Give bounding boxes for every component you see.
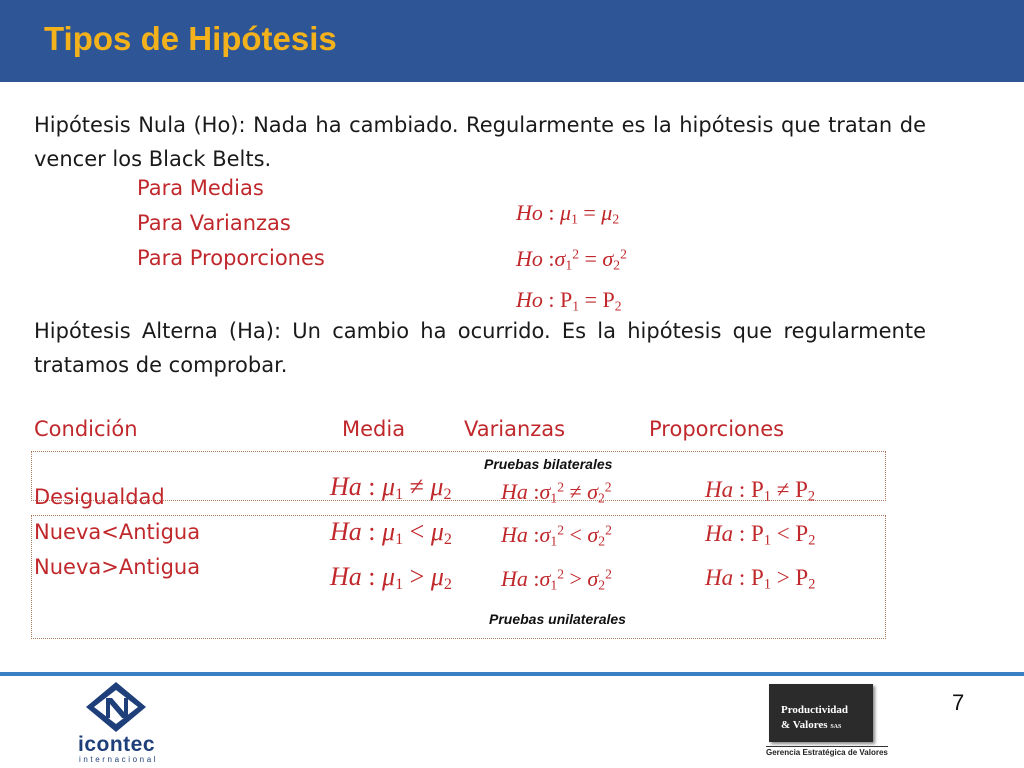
icontec-logo-text: icontec xyxy=(78,733,156,756)
productividad-valores-logo xyxy=(769,684,873,742)
row-desigualdad: Desigualdad xyxy=(34,485,165,509)
formula-ha-mean-gt: Ha : $\mu_1 > \mu_2$ xyxy=(330,562,452,594)
formula-ha-prop-gt: Ha : $P_1 > P_2$ xyxy=(705,565,816,593)
formula-ha-var-gt: Ha $:\sigma_1^2 > \sigma_2^2$ xyxy=(501,566,612,593)
bilateral-label: Pruebas bilaterales xyxy=(484,456,613,472)
formula-ho-means: Ho : $\mu_1 = \mu_2$ xyxy=(516,200,620,227)
pv-logo-line1: Productividad xyxy=(781,704,849,716)
formula-ha-var-neq: Ha $:\sigma_1^2 \ne \sigma_2^2$ xyxy=(501,479,612,506)
formula-ha-mean-lt: Ha : $\mu_1 < \mu_2$ xyxy=(330,517,452,549)
header-media: Media xyxy=(342,417,406,441)
slide-title: Tipos de Hipótesis xyxy=(44,20,337,57)
alt-hypothesis-text: Hipótesis Alterna (Ha): Un cambio ha ocurrido. Es la hipótesis que regularmente tratamos de comprobar. xyxy=(34,319,926,377)
item-varianzas: Para Varianzas xyxy=(137,211,291,235)
page-number: 7 xyxy=(952,690,965,715)
row-nueva-menor: Nueva<Antigua xyxy=(34,520,201,544)
pv-logo-line2: & Valores SAS xyxy=(781,719,842,731)
item-medias: Para Medias xyxy=(137,176,264,200)
formula-ha-prop-neq: Ha : $P_1 \ne P_2$ xyxy=(705,477,815,505)
item-proporciones: Para Proporciones xyxy=(137,246,325,270)
formula-ha-mean-neq: Ha : $\mu_1 \ne \mu_2$ xyxy=(330,472,452,504)
formula-ha-var-lt: Ha $:\sigma_1^2 < \sigma_2^2$ xyxy=(501,522,612,549)
header-varianzas: Varianzas xyxy=(464,417,566,441)
icontec-logo-subtext: internacional xyxy=(79,755,159,764)
pv-logo-caption: Gerencia Estratégica de Valores xyxy=(766,748,888,757)
formula-ha-prop-lt: Ha : $P_1 < P_2$ xyxy=(705,521,816,549)
null-hypothesis-text: Hipótesis Nula (Ho): Nada ha cambiado. Regularmente es la hipótesis que tratan de vencer los Black Belts. xyxy=(34,113,926,171)
formula-ho-variances: Ho $:\sigma_1^2 = \sigma_2^2$ xyxy=(516,246,627,273)
header-condicion: Condición xyxy=(34,417,138,441)
icontec-logo-icon xyxy=(84,680,148,734)
unilateral-label: Pruebas unilaterales xyxy=(489,611,626,627)
header-proporciones: Proporciones xyxy=(649,417,785,441)
footer-divider xyxy=(0,672,1024,676)
row-nueva-mayor: Nueva>Antigua xyxy=(34,555,201,579)
formula-ho-proportions: Ho : $P_1 = P_2$ xyxy=(516,287,622,314)
